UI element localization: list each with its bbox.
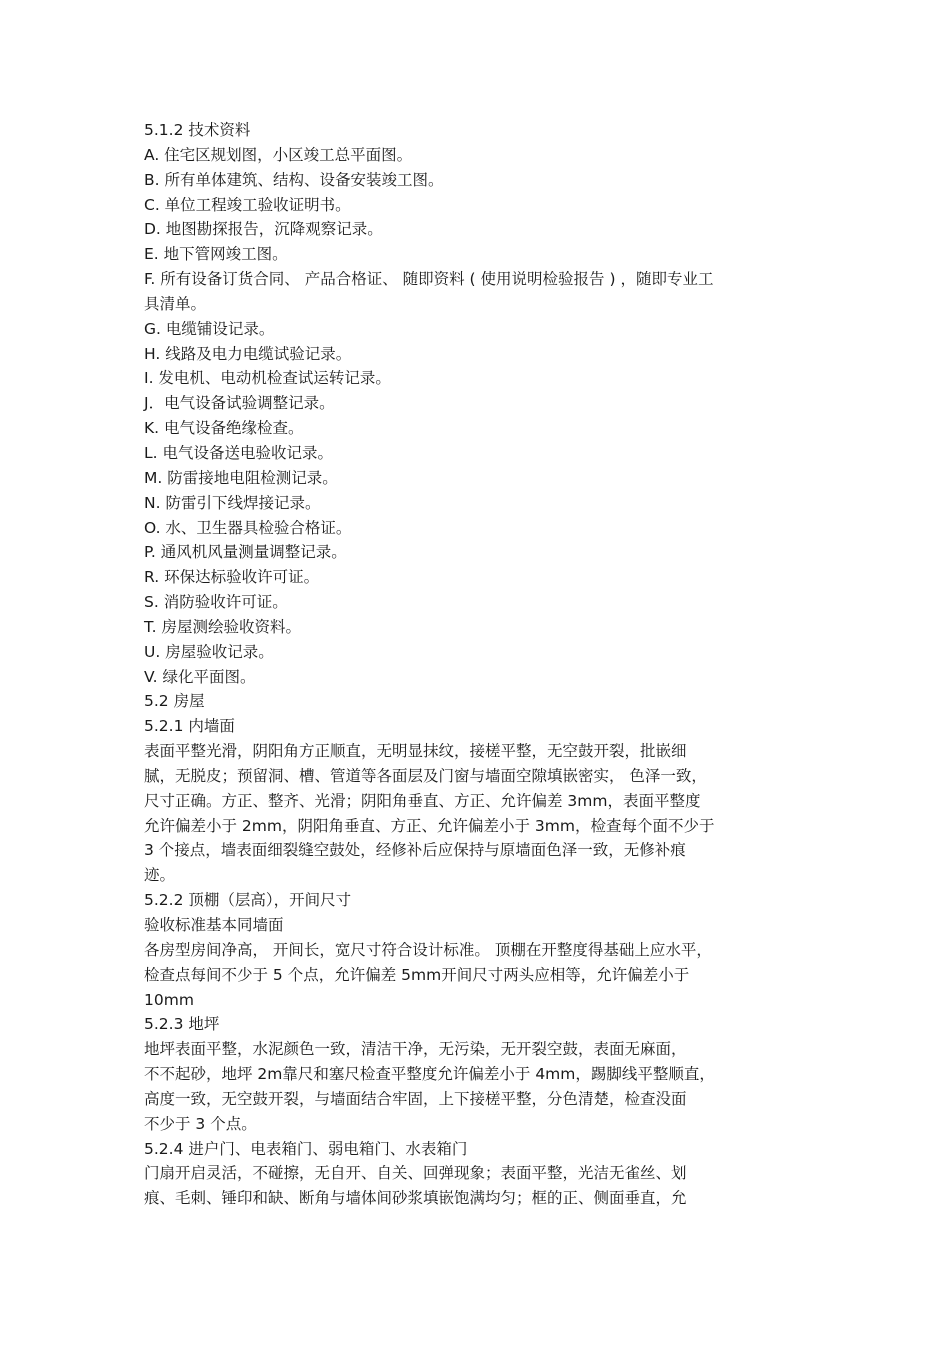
paragraph-ceiling bbox=[144, 913, 804, 1012]
paragraph-line: 验收标准基本同墙面 bbox=[144, 916, 284, 934]
paragraph-line: 检查点每间不少于 5 个点，允许偏差 5mm开间尺寸两头应相等，允许偏差小于 bbox=[144, 965, 690, 984]
heading-5-2-4: 5.2.4 进户门、电表箱门、弱电箱门、水表箱门 bbox=[144, 1139, 468, 1158]
paragraph-floor bbox=[144, 1037, 804, 1136]
list-item: A. 住宅区规划图，小区竣工总平面图。 bbox=[144, 145, 413, 164]
paragraph-line: 迹。 bbox=[144, 866, 176, 885]
paragraph-line: 痕、毛刺、锤印和缺、断角与墙体间砂浆填嵌饱满均匀；框的正、侧面垂直，允 bbox=[144, 1189, 687, 1208]
paragraph-doors bbox=[144, 1161, 804, 1211]
paragraph-line: 高度一致，无空鼓开裂，与墙面结合牢固，上下接槎平整，分色清楚，检查没面 bbox=[144, 1089, 687, 1108]
list-item: J．电气设备试验调整记录。 bbox=[144, 394, 335, 413]
paragraph-line: 10mm bbox=[144, 990, 194, 1009]
heading-5-1-2: 5.1.2 技术资料 bbox=[144, 121, 251, 139]
paragraph-line: 允许偏差小于 2mm，阴阳角垂直、方正、允许偏差小于 3mm，检查每个面不少于 bbox=[144, 816, 715, 835]
list-item: T. 房屋测绘验收资料。 bbox=[144, 617, 301, 636]
list-item: G. 电缆铺设记录。 bbox=[144, 319, 275, 338]
paragraph-line: 各房型房间净高， 开间长，宽尺寸符合设计标准。 顶棚在开整度得基础上应水平， bbox=[144, 940, 712, 959]
paragraph-inner-wall bbox=[144, 739, 804, 888]
list-item: H. 线路及电力电缆试验记录。 bbox=[144, 344, 352, 363]
list-item: V. 绿化平面图。 bbox=[144, 667, 256, 686]
list-item: L. 电气设备送电验收记录。 bbox=[144, 443, 333, 462]
paragraph-line: 门扇开启灵活，不碰擦，无自开、自关、回弹现象；表面平整，光洁无雀丝、划 bbox=[144, 1164, 687, 1183]
list-item: S. 消防验收许可证。 bbox=[144, 593, 288, 612]
list-item: R. 环保达标验收许可证。 bbox=[144, 568, 320, 587]
heading-5-2: 5.2 房屋 bbox=[144, 692, 205, 711]
list-item: U. 房屋验收记录。 bbox=[144, 642, 274, 661]
paragraph-line: 不少于 3 个点。 bbox=[144, 1114, 257, 1133]
list-item: P. 通风机风量测量调整记录。 bbox=[144, 543, 347, 562]
list-item: C. 单位工程竣工验收证明书。 bbox=[144, 195, 351, 214]
list-item: I. 发电机、电动机检查试运转记录。 bbox=[144, 369, 391, 388]
list-item: K. 电气设备绝缘检查。 bbox=[144, 419, 304, 438]
heading-5-2-3: 5.2.3 地坪 bbox=[144, 1015, 220, 1034]
paragraph-line: 3 个接点，墙表面细裂缝空鼓处，经修补后应保持与原墙面色泽一致，无修补痕 bbox=[144, 841, 686, 860]
paragraph-line: 地坪表面平整，水泥颜色一致，清洁干净，无污染，无开裂空鼓，表面无麻面， bbox=[144, 1040, 687, 1059]
paragraph-line: 尺寸正确。方正、整齐、光滑；阴阳角垂直、方正、允许偏差 3mm，表面平整度 bbox=[144, 791, 701, 810]
list-item: N. 防雷引下线焊接记录。 bbox=[144, 493, 321, 512]
document-body bbox=[144, 118, 804, 1211]
heading-5-2-2: 5.2.2 顶棚（层高），开间尺寸 bbox=[144, 891, 352, 910]
list-item-continuation: 具清单。 bbox=[144, 294, 207, 313]
list-item: M. 防雷接地电阻检测记录。 bbox=[144, 468, 338, 487]
list-item: E. 地下管网竣工图。 bbox=[144, 245, 288, 264]
heading-5-2-1: 5.2.1 内墙面 bbox=[144, 717, 235, 736]
list-item: O. 水、卫生器具检验合格证。 bbox=[144, 518, 352, 537]
paragraph-line: 不不起砂，地坪 2m靠尺和塞尺检查平整度允许偏差小于 4mm，踢脚线平整顺直， bbox=[144, 1065, 715, 1084]
paragraph-line: 腻，无脱皮；预留洞、槽、管道等各面层及门窗与墙面空隙填嵌密实， 色泽一致， bbox=[144, 766, 707, 785]
list-item: F. 所有设备订货合同、 产品合格证、 随即资料 ( 使用说明检验报告 ) ，随即专业工 bbox=[144, 270, 714, 289]
list-item: B. 所有单体建筑、结构、设备安装竣工图。 bbox=[144, 170, 444, 189]
paragraph-line: 表面平整光滑，阴阳角方正顺直，无明显抹纹，接槎平整，无空鼓开裂，批嵌细 bbox=[144, 742, 687, 761]
list-item: D. 地图勘探报告，沉降观察记录。 bbox=[144, 220, 383, 239]
